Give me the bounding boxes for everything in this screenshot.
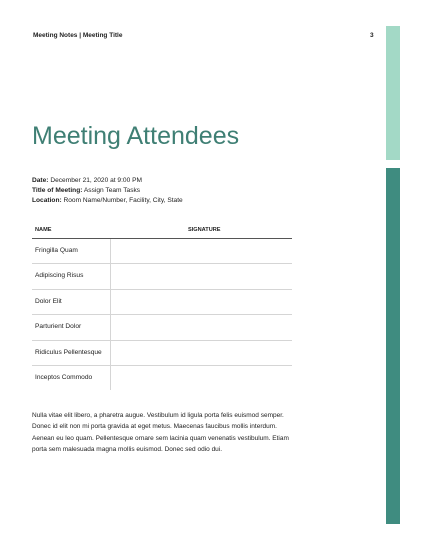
date-line — [32, 176, 183, 186]
attendee-name: Adipiscing Risus — [35, 272, 84, 280]
running-header: Meeting Notes | Meeting Title — [33, 32, 123, 39]
location-line — [32, 196, 183, 206]
signature-cell — [110, 264, 292, 289]
meeting-title-line — [32, 186, 183, 196]
accent-band-light — [386, 26, 400, 160]
date-label: Date: — [32, 177, 49, 184]
signature-cell — [110, 366, 292, 390]
location-value: Room Name/Number, Facility, City, State — [61, 197, 183, 204]
table-row — [32, 290, 292, 315]
table-row — [32, 366, 292, 390]
signature-cell — [110, 315, 292, 340]
attendee-name: Inceptos Commodo — [35, 373, 93, 381]
signature-cell — [110, 239, 292, 264]
attendee-table — [32, 224, 292, 390]
date-value: December 21, 2020 at 9:00 PM — [48, 177, 142, 184]
meeting-title-value: Assign Team Tasks — [82, 187, 141, 194]
column-header-signature: SIGNATURE — [188, 227, 221, 233]
page-title: Meeting Attendees — [32, 122, 240, 150]
table-row — [32, 239, 292, 264]
attendee-name: Dolor Elit — [35, 297, 62, 305]
location-label: Location: — [32, 197, 62, 204]
table-row — [32, 341, 292, 366]
meeting-details — [32, 176, 183, 206]
page-number: 3 — [370, 32, 374, 39]
table-row — [32, 315, 292, 340]
body-paragraph: Nulla vitae elit libero, a pharetra augue. Vestibulum id ligula porta felis euismod semper. Donec id elit non mi porta gravida at eget metus. Maecenas faucibus mollis interdum. Aenean eu leo quam. Pellentesque ornare sem lacinia quam venenatis vestibulum. Etiam porta sem malesuada magna mollis euismod. Donec sed odio dui. — [32, 412, 289, 454]
table-row — [32, 264, 292, 289]
attendee-name: Parturient Dolor — [35, 323, 82, 331]
signature-cell — [110, 290, 292, 315]
column-header-name: NAME — [35, 227, 52, 233]
attendee-name: Fringilla Quam — [35, 247, 78, 254]
meeting-title-label: Title of Meeting: — [32, 187, 83, 194]
table-header — [32, 224, 292, 239]
accent-band-dark — [386, 168, 400, 524]
signature-cell — [110, 341, 292, 366]
attendee-name: Ridiculus Pellentesque — [35, 348, 102, 356]
